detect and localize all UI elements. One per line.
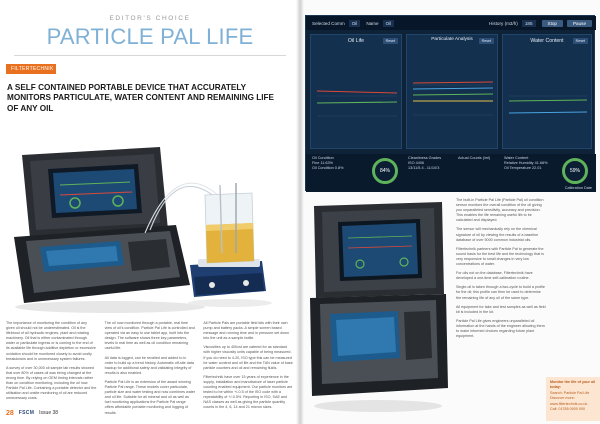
- water-content-panel: [502, 34, 592, 149]
- oil-life-gauge: 84%: [372, 158, 398, 184]
- right-body-column: [456, 198, 546, 343]
- body-paragraph: The importance of monitoring the condition of any given oil should not be underestimated. Oil is the lifeblood of all hydraulic engines, plant and rotating machinery. Oil that is either contaminated through water or particulate ingress or is coming to the end of its available life through additive depletion or excessive oxidation should be monitored closely to avoid costly breakdowns and in unnecessary system failures.: [6, 321, 96, 361]
- stop-button[interactable]: Stop: [542, 20, 563, 27]
- panel-title: Particulate Analysis: [431, 37, 473, 42]
- product-photo-case: [308, 198, 448, 420]
- history-value: 185: [522, 20, 536, 27]
- select-comm-label: Selected Comm: [312, 20, 345, 26]
- history-label: History (m3/h): [489, 20, 518, 26]
- readout-line: Actual Counts (/ml): [458, 156, 491, 160]
- readout-line: Water Content: [504, 156, 529, 160]
- article-title: PARTICLE PAL LIFE: [46, 24, 254, 49]
- panel-title: Oil Life: [347, 38, 365, 44]
- cleanliness-readout: [408, 156, 441, 172]
- body-paragraph: Filtertechnik partners with Particle Pal to generate the sound basis for the best life and the technology that is very responsive to small changes in very low concentrations of water.: [456, 246, 544, 267]
- calibration-date: Calibration Date: [564, 186, 592, 190]
- select-comm-value[interactable]: Oil: [349, 20, 361, 27]
- body-column-2: [104, 321, 196, 415]
- pause-button[interactable]: Pause: [567, 20, 592, 27]
- cta-phone: Call: 01785 0000 000: [550, 407, 586, 412]
- body-paragraph: Single-oil is taken through a two-cycle to build a profile for the oil; this profile can then be used to determine the remaining life of any oil of the same type.: [456, 285, 545, 300]
- readout-line: Oil Condition: [312, 156, 334, 160]
- body-paragraph: For oils not on the database, Filtertechnik have developed a one-time self-calibration routine.: [456, 271, 533, 281]
- magazine-brand: FSCM: [18, 410, 35, 416]
- section-tag: FILTERTECHNIK: [6, 64, 56, 74]
- oil-life-trend: [317, 51, 397, 141]
- body-column-3: [203, 321, 294, 409]
- cta-website[interactable]: Discover more: www.filtertechnik.co.uk: [550, 396, 588, 406]
- body-paragraph: Particle Pal Life gives engineers unparalleled oil information at the hands of the engineer allowing them to make informed choices regarding future plant equipment.: [456, 318, 545, 339]
- particulate-trend: [413, 55, 493, 143]
- panel-reset-button[interactable]: Reset: [479, 38, 494, 44]
- panel-reset-button[interactable]: Reset: [383, 38, 398, 44]
- water-trend: [509, 51, 587, 141]
- body-paragraph: All Particle Pals are portable field kits with their own pump and battery packs. A simple screen based message and running time and in pressure set down into the unit as a sample bottle.: [203, 321, 290, 341]
- panel-title: Water Content: [530, 38, 564, 44]
- actual-counts-readout: [458, 156, 490, 161]
- body-column-1: [6, 321, 97, 409]
- body-paragraph: The oil now monitored through a portable, real time view of oil's condition. Particle Pal Life is controlled and operated via an easy to use tablet app, built into the design. The software shows three key parameters, levels in real time as well as oil condition remaining useful life.: [104, 321, 195, 351]
- readout-line: ISO 4406: [408, 161, 425, 166]
- body-paragraph: All data is logged, can be recalled and added to in order to build up a trend history. Automatic off-site data backup for additional safety and validating integrity of results is also enabled.: [104, 355, 194, 375]
- screenshot-footer: [306, 154, 596, 192]
- page-number: 28: [6, 409, 14, 417]
- body-paragraph: All equipment for take and test samples as well as field kit is included in the kit.: [456, 304, 546, 314]
- oil-condition-readout: [312, 156, 343, 172]
- cta-search: Search: Particle Pal Life: [550, 390, 590, 395]
- name-value[interactable]: Oil: [383, 20, 395, 27]
- spine-gutter: [296, 0, 304, 424]
- product-photo-lab: [0, 125, 300, 320]
- issue-label: Issue 38: [39, 410, 59, 416]
- readout-line: 13/11/5.4 - 11/10/3: [408, 166, 440, 171]
- title-rule: [14, 55, 286, 56]
- right-page: [300, 0, 600, 424]
- readout-line: Cleanliness Grades: [408, 156, 442, 160]
- body-paragraph: Particle Pal Life is an extension of the award winning Particle Pal range. These models cover particulate, particle size and water testing and now combines water and oil life. Suitable for all mineral and oil as well as fuel monitoring applications the Particle Pal range offers affordable portable monitoring and logging of results.: [104, 379, 196, 415]
- call-to-action-box: [546, 377, 600, 421]
- body-paragraph: Viscosities up to 400cst are catered for as standard with higher viscosity units capable of being measured. If you do need to 4-20, ISO type this can be measured for water content and oil life and the TAN value of base particle counters and oil and remaining fluids.: [203, 345, 293, 370]
- left-folio: [6, 408, 58, 418]
- name-label: Name: [366, 20, 379, 26]
- screenshot-topbar: [306, 16, 596, 30]
- body-paragraph: A survey of over 30,000 oil sample lab results showed that over 80% of cases oil was being changed at the wrong time. By relying on OEM timing intervals rather than on condition monitoring, including the oil now Particle Pal Life. Containing a portable detector and the utilisation and onsite monitoring of oil are reduced unnecessary costs.: [6, 365, 97, 401]
- water-gauge: 59%: [562, 158, 588, 184]
- readout-line: Fine 11.63%: [312, 161, 334, 166]
- article-deck: A SELF CONTAINED PORTABLE DEVICE THAT ACCURATELY MONITORS PARTICULATE, WATER CONTENT AND REMAINING LIFE OF ANY OIL: [7, 83, 274, 113]
- readout-line: Oil Temperature 22.01: [504, 166, 542, 171]
- body-paragraph: The built-in Particle Pal Life (Particle Pal) oil condition sensor monitors the overall condition of the oil giving you unparalleled sensitivity, accuracy and precision. This enables the life remaining useful life to be calculated and displayed.: [456, 198, 544, 223]
- oil-life-panel: [310, 34, 402, 149]
- water-readout: [504, 156, 547, 172]
- body-paragraph: Filtertechnik have over 15 years of experience in the supply, installation and manufacture of laser particle counting enabled equipment. Our particle monitors are tested to be within +/-0.5 of the ISO code with a repeatability of +/-0.5%. Reporting in ISO, SAE and NAS classes as well as giving the particle quantity counts in the 4, 6, 14 and 21 micron sizes.: [203, 374, 293, 410]
- particulate-panel: [406, 34, 498, 149]
- readout-line: Relative Humidity 41.68%: [504, 161, 548, 166]
- body-paragraph: The sensor will mechanically rely on the chemical signature of oil by viewing the results of a baseline database of over 5000 common industrial oils.: [456, 227, 539, 242]
- panel-reset-button[interactable]: Reset: [573, 38, 588, 44]
- cta-heading: Monitor the life of your oil today:: [550, 380, 596, 390]
- readout-line: Oil Condition 0.8%: [312, 166, 344, 171]
- app-screenshot: [305, 15, 595, 191]
- editors-choice-kicker: EDITOR'S CHOICE: [109, 15, 191, 22]
